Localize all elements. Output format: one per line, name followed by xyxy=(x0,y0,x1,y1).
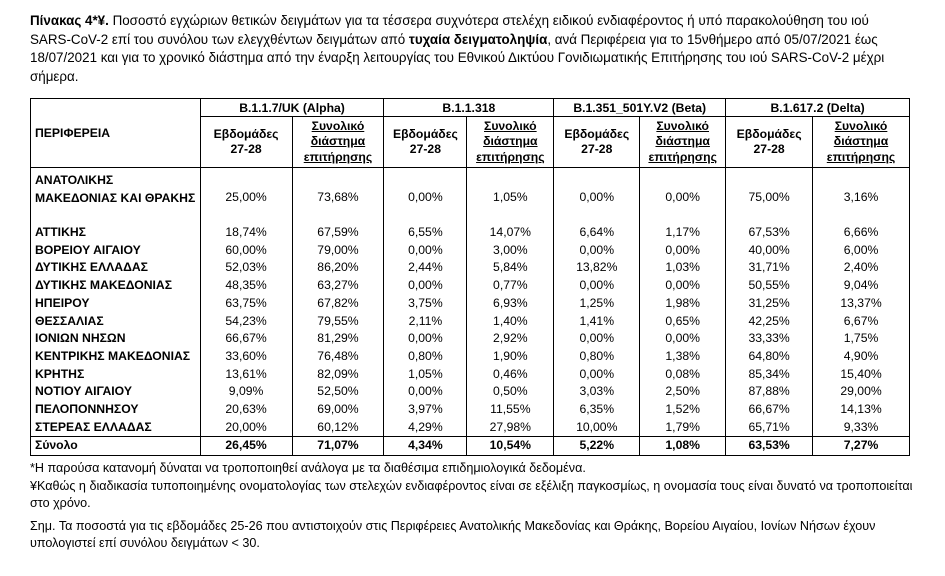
percent-cell: 3,75% xyxy=(384,295,467,313)
percent-cell: 6,66% xyxy=(813,224,910,242)
percent-cell: 26,45% xyxy=(200,437,292,456)
percent-cell: 5,84% xyxy=(467,259,554,277)
region-name: ΘΕΣΣΑΛΙΑΣ xyxy=(31,313,201,331)
table-row xyxy=(31,242,910,260)
percent-cell: 69,00% xyxy=(292,401,384,419)
percent-cell: 13,61% xyxy=(200,366,292,384)
table-row xyxy=(31,330,910,348)
percent-cell: 18,74% xyxy=(200,224,292,242)
table-row xyxy=(31,277,910,295)
footnote-2: ¥Καθώς η διαδικασία τυποποιημένης ονοματολογίας των στελεχών ενδιαφέροντος είναι σε εξέλιξη παγκοσμίως, η ονομασία τους είναι δυνατό να τροποποιείται στο χρόνο. xyxy=(30,478,913,510)
percent-cell: 5,22% xyxy=(554,437,640,456)
percent-cell: 87,88% xyxy=(726,383,813,401)
percent-cell: 31,71% xyxy=(726,259,813,277)
percent-cell: 33,60% xyxy=(200,348,292,366)
percent-cell: 67,82% xyxy=(292,295,384,313)
table-row xyxy=(31,401,910,419)
region-name: ΔΥΤΙΚΗΣ ΜΑΚΕΔΟΝΙΑΣ xyxy=(31,277,201,295)
footnotes xyxy=(30,460,915,553)
percent-cell: 66,67% xyxy=(726,401,813,419)
percent-cell: 20,63% xyxy=(200,401,292,419)
percent-cell: 1,03% xyxy=(640,259,726,277)
percent-cell: 2,92% xyxy=(467,330,554,348)
percent-cell: 86,20% xyxy=(292,259,384,277)
percent-cell: 2,40% xyxy=(813,259,910,277)
table-row xyxy=(31,259,910,277)
percent-cell: 79,00% xyxy=(292,242,384,260)
percent-cell: 0,00% xyxy=(554,330,640,348)
percent-cell: 2,11% xyxy=(384,313,467,331)
percent-cell: 1,41% xyxy=(554,313,640,331)
percent-cell: 1,40% xyxy=(467,313,554,331)
sub-header-total: Συνολικό διάστημα επιτήρησης xyxy=(292,117,384,168)
percent-cell: 20,00% xyxy=(200,419,292,437)
caption-text-b: , ανά Περιφέρεια για το 15νθήμερο από 05/07/2021 έως 18/07/2021 και για το χρονικό διάστημα από την έναρξη λειτουργίας του Εθνικού Δικτύου Γονιδιωματικής Επιτήρησης του ιού SARS-CoV-2 μέχρι σήμερα. xyxy=(30,31,885,84)
table-row xyxy=(31,419,910,437)
percent-cell: 65,71% xyxy=(726,419,813,437)
sub-header-total: Συνολικό διάστημα επιτήρησης xyxy=(467,117,554,168)
percent-cell: 67,59% xyxy=(292,224,384,242)
region-name: ΙΟΝΙΩΝ ΝΗΣΩΝ xyxy=(31,330,201,348)
percent-cell: 79,55% xyxy=(292,313,384,331)
percent-cell: 0,00% xyxy=(640,277,726,295)
percent-cell: 1,75% xyxy=(813,330,910,348)
percent-cell: 1,05% xyxy=(384,366,467,384)
percent-cell: 0,00% xyxy=(554,277,640,295)
percent-cell: 9,33% xyxy=(813,419,910,437)
region-name: Σύνολο xyxy=(31,437,201,456)
percent-cell: 15,40% xyxy=(813,366,910,384)
percent-cell: 1,05% xyxy=(467,168,554,225)
sub-header-week: Εβδομάδες 27-28 xyxy=(554,117,640,168)
percent-cell: 9,09% xyxy=(200,383,292,401)
table-body xyxy=(31,168,910,456)
percent-cell: 0,46% xyxy=(467,366,554,384)
caption-label: Πίνακας 4*¥. xyxy=(30,13,109,28)
table-row xyxy=(31,313,910,331)
percent-cell: 6,35% xyxy=(554,401,640,419)
percent-cell: 6,67% xyxy=(813,313,910,331)
percent-cell: 0,00% xyxy=(554,366,640,384)
region-name: ΠΕΛΟΠΟΝΝΗΣΟΥ xyxy=(31,401,201,419)
percent-cell: 3,03% xyxy=(554,383,640,401)
percent-cell: 63,27% xyxy=(292,277,384,295)
region-name: ΝΟΤΙΟΥ ΑΙΓΑΙΟΥ xyxy=(31,383,201,401)
percent-cell: 1,90% xyxy=(467,348,554,366)
region-name: ΗΠΕΙΡΟΥ xyxy=(31,295,201,313)
percent-cell: 0,00% xyxy=(640,242,726,260)
percent-cell: 4,34% xyxy=(384,437,467,456)
percent-cell: 0,00% xyxy=(384,383,467,401)
table-row xyxy=(31,168,910,225)
percent-cell: 1,79% xyxy=(640,419,726,437)
percent-cell: 31,25% xyxy=(726,295,813,313)
percent-cell: 42,25% xyxy=(726,313,813,331)
table-row xyxy=(31,295,910,313)
percent-cell: 25,00% xyxy=(200,168,292,225)
table-row xyxy=(31,383,910,401)
caption-text-a: Ποσοστό εγχώριων θετικών δειγμάτων για τα τέσσερα συχνότερα στελέχη ειδικού ενδιαφέροντος ή υπό παρακολούθηση του ιού SARS-CoV-2 επί του συνόλου των ελεγχθέντων δειγμάτων από xyxy=(30,13,869,47)
percent-cell: 73,68% xyxy=(292,168,384,225)
percent-cell: 0,08% xyxy=(640,366,726,384)
percent-cell: 66,67% xyxy=(200,330,292,348)
percent-cell: 1,38% xyxy=(640,348,726,366)
percent-cell: 63,75% xyxy=(200,295,292,313)
percent-cell: 4,90% xyxy=(813,348,910,366)
percent-cell: 81,29% xyxy=(292,330,384,348)
percent-cell: 11,55% xyxy=(467,401,554,419)
region-name: ΣΤΕΡΕΑΣ ΕΛΛΑΔΑΣ xyxy=(31,419,201,437)
sub-header-total: Συνολικό διάστημα επιτήρησης xyxy=(813,117,910,168)
percent-cell: 9,04% xyxy=(813,277,910,295)
percent-cell: 2,50% xyxy=(640,383,726,401)
table-caption xyxy=(30,12,910,86)
percent-cell: 3,16% xyxy=(813,168,910,225)
percent-cell: 0,00% xyxy=(554,242,640,260)
percent-cell: 2,44% xyxy=(384,259,467,277)
percent-cell: 13,37% xyxy=(813,295,910,313)
region-name: ΑΝΑΤΟΛΙΚΗΣ ΜΑΚΕΔΟΝΙΑΣ ΚΑΙ ΘΡΑΚΗΣ xyxy=(31,168,201,225)
percent-cell: 13,82% xyxy=(554,259,640,277)
percent-cell: 0,80% xyxy=(384,348,467,366)
percent-cell: 14,07% xyxy=(467,224,554,242)
percent-cell: 6,93% xyxy=(467,295,554,313)
region-header: ΠΕΡΙΦΕΡΕΙΑ xyxy=(31,99,201,168)
percent-cell: 63,53% xyxy=(726,437,813,456)
region-name: ΚΕΝΤΡΙΚΗΣ ΜΑΚΕΔΟΝΙΑΣ xyxy=(31,348,201,366)
percent-cell: 1,52% xyxy=(640,401,726,419)
percent-cell: 27,98% xyxy=(467,419,554,437)
sub-header-week: Εβδομάδες 27-28 xyxy=(726,117,813,168)
table-row xyxy=(31,366,910,384)
percent-cell: 0,50% xyxy=(467,383,554,401)
sub-header-total: Συνολικό διάστημα επιτήρησης xyxy=(640,117,726,168)
percent-cell: 0,00% xyxy=(384,242,467,260)
table-row xyxy=(31,224,910,242)
total-row xyxy=(31,437,910,456)
percent-cell: 1,17% xyxy=(640,224,726,242)
variant-table xyxy=(30,98,910,456)
percent-cell: 0,00% xyxy=(640,168,726,225)
variant-header-alpha: B.1.1.7/UK (Alpha) xyxy=(200,99,384,117)
table-row xyxy=(31,348,910,366)
percent-cell: 6,00% xyxy=(813,242,910,260)
sub-header-week: Εβδομάδες 27-28 xyxy=(384,117,467,168)
percent-cell: 60,12% xyxy=(292,419,384,437)
percent-cell: 60,00% xyxy=(200,242,292,260)
variant-header-beta: B.1.351_501Y.V2 (Beta) xyxy=(554,99,726,117)
percent-cell: 29,00% xyxy=(813,383,910,401)
percent-cell: 40,00% xyxy=(726,242,813,260)
percent-cell: 3,00% xyxy=(467,242,554,260)
percent-cell: 0,77% xyxy=(467,277,554,295)
percent-cell: 67,53% xyxy=(726,224,813,242)
percent-cell: 0,65% xyxy=(640,313,726,331)
region-name: ΔΥΤΙΚΗΣ ΕΛΛΑΔΑΣ xyxy=(31,259,201,277)
variant-header-delta: B.1.617.2 (Delta) xyxy=(726,99,910,117)
percent-cell: 1,98% xyxy=(640,295,726,313)
percent-cell: 7,27% xyxy=(813,437,910,456)
variant-header-row xyxy=(31,99,910,117)
percent-cell: 48,35% xyxy=(200,277,292,295)
percent-cell: 6,55% xyxy=(384,224,467,242)
percent-cell: 10,54% xyxy=(467,437,554,456)
percent-cell: 10,00% xyxy=(554,419,640,437)
region-name: ΚΡΗΤΗΣ xyxy=(31,366,201,384)
variant-header-b11318: B.1.1.318 xyxy=(384,99,554,117)
percent-cell: 52,03% xyxy=(200,259,292,277)
caption-text-bold: τυχαία δειγματοληψία xyxy=(408,31,548,47)
percent-cell: 6,64% xyxy=(554,224,640,242)
region-name: ΑΤΤΙΚΗΣ xyxy=(31,224,201,242)
percent-cell: 33,33% xyxy=(726,330,813,348)
percent-cell: 3,97% xyxy=(384,401,467,419)
percent-cell: 0,00% xyxy=(384,330,467,348)
percent-cell: 64,80% xyxy=(726,348,813,366)
percent-cell: 75,00% xyxy=(726,168,813,225)
percent-cell: 1,25% xyxy=(554,295,640,313)
sub-header-week: Εβδομάδες 27-28 xyxy=(200,117,292,168)
footnote-3: Σημ. Τα ποσοστά για τις εβδομάδες 25-26 που αντιστοιχούν στις Περιφέρειες Ανατολικής Μακεδονίας και Θράκης, Βορείου Αιγαίου, Ιονίων Νήσων έχουν υπολογιστεί επί συνόλου δειγμάτων < 30. xyxy=(30,518,876,550)
percent-cell: 0,00% xyxy=(640,330,726,348)
percent-cell: 71,07% xyxy=(292,437,384,456)
percent-cell: 14,13% xyxy=(813,401,910,419)
percent-cell: 50,55% xyxy=(726,277,813,295)
percent-cell: 85,34% xyxy=(726,366,813,384)
percent-cell: 52,50% xyxy=(292,383,384,401)
percent-cell: 76,48% xyxy=(292,348,384,366)
percent-cell: 0,00% xyxy=(384,277,467,295)
percent-cell: 0,00% xyxy=(554,168,640,225)
percent-cell: 0,80% xyxy=(554,348,640,366)
region-name: ΒΟΡΕΙΟΥ ΑΙΓΑΙΟΥ xyxy=(31,242,201,260)
percent-cell: 4,29% xyxy=(384,419,467,437)
percent-cell: 54,23% xyxy=(200,313,292,331)
percent-cell: 82,09% xyxy=(292,366,384,384)
percent-cell: 0,00% xyxy=(384,168,467,225)
footnote-1: *Η παρούσα κατανομή δύναται να τροποποιηθεί ανάλογα με τα διαθέσιμα επιδημιολογικά δεδομένα. xyxy=(30,461,586,475)
percent-cell: 1,08% xyxy=(640,437,726,456)
